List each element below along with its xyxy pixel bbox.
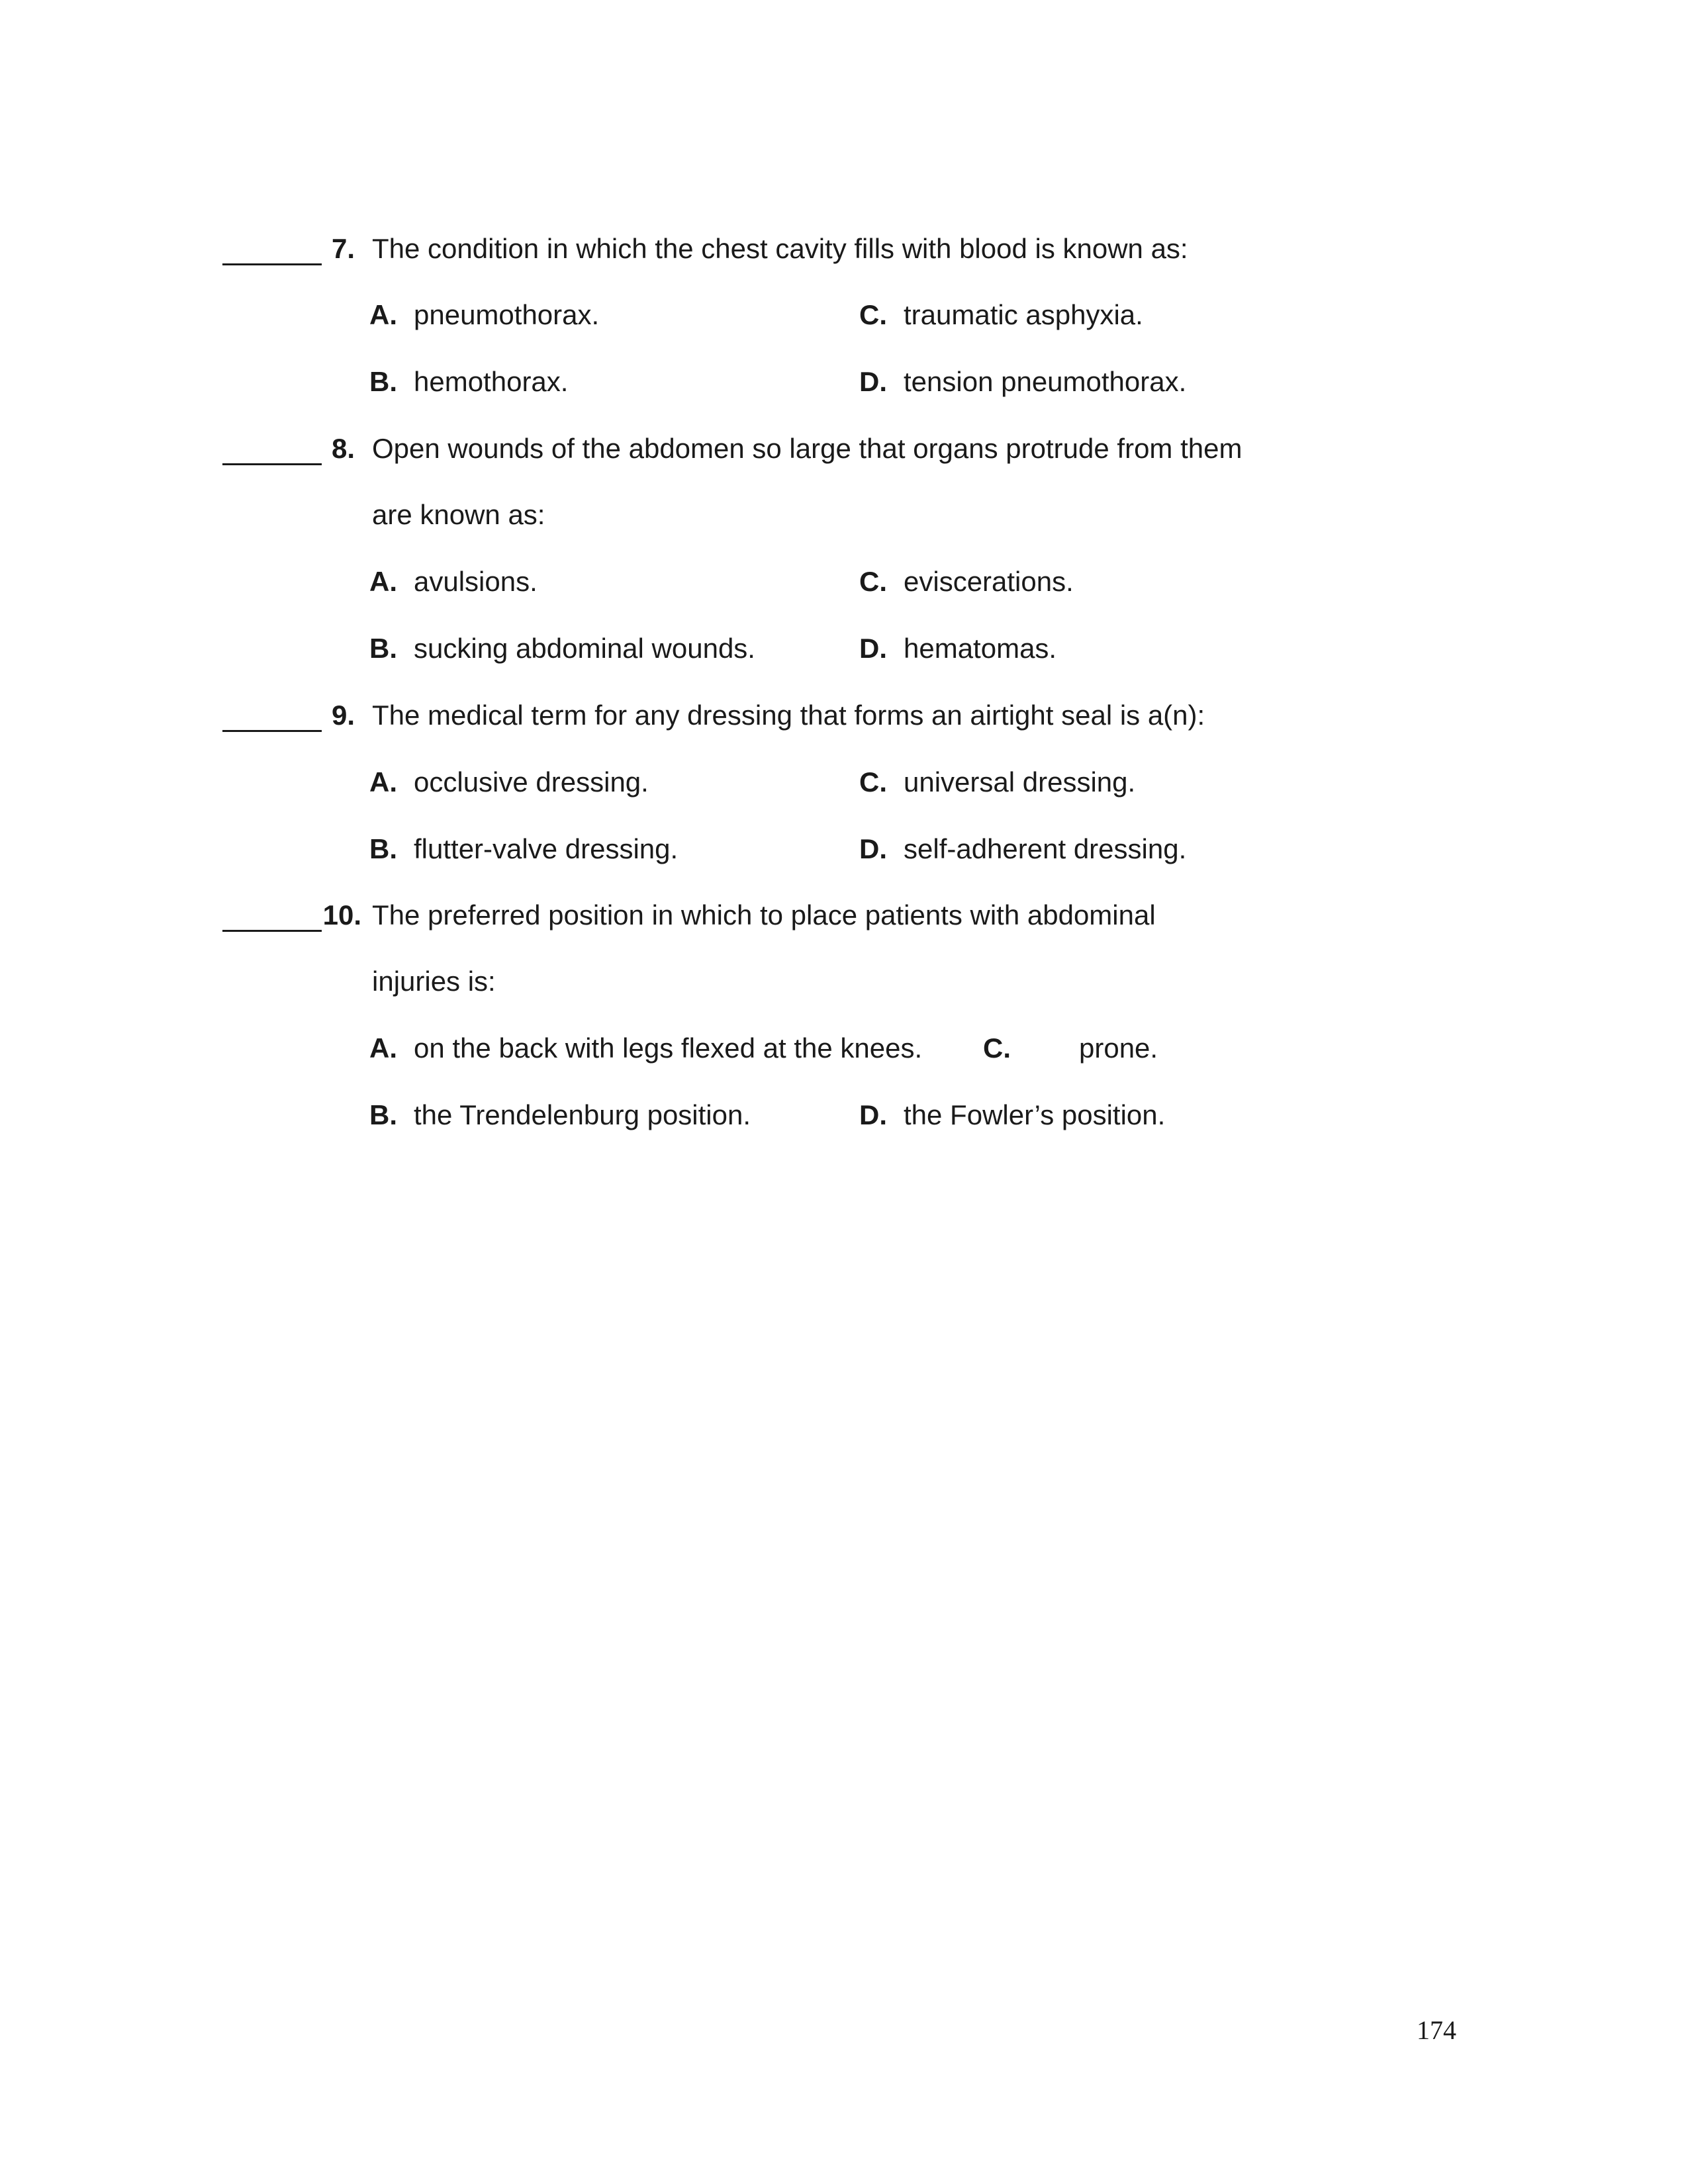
option-letter: C.	[859, 766, 887, 797]
question-number: 10.	[322, 899, 361, 931]
option-letter: C.	[859, 566, 887, 597]
page-number: 174	[1417, 2015, 1456, 2045]
option-text: universal dressing.	[904, 766, 1136, 797]
option-text: avulsions.	[414, 566, 538, 597]
option-letter: B.	[369, 833, 397, 864]
option-text: the Trendelenburg position.	[414, 1099, 751, 1130]
question-text-continued: injuries is:	[372, 966, 496, 997]
question-text: Open wounds of the abdomen so large that organs protrude from them	[372, 433, 1243, 464]
option-text: pneumothorax.	[414, 299, 600, 330]
option-text: tension pneumothorax.	[904, 366, 1187, 397]
option-letter: D.	[859, 833, 887, 864]
option-letter: C.	[983, 1032, 1011, 1064]
option-text: occlusive dressing.	[414, 766, 649, 797]
option-text: self-adherent dressing.	[904, 833, 1187, 864]
question-text: The medical term for any dressing that forms an airtight seal is a(n):	[372, 700, 1205, 731]
question-text: The condition in which the chest cavity fills with blood is known as:	[372, 233, 1188, 264]
question-number: 8.	[331, 433, 355, 464]
option-letter: A.	[369, 299, 397, 330]
option-text: hemothorax.	[414, 366, 569, 397]
option-letter: C.	[859, 299, 887, 330]
option-letter: A.	[369, 1032, 397, 1064]
option-text: traumatic asphyxia.	[904, 299, 1143, 330]
option-text: flutter-valve dressing.	[414, 833, 679, 864]
option-text: prone.	[1079, 1032, 1158, 1064]
option-letter: B.	[369, 1099, 397, 1130]
option-text: on the back with legs flexed at the knees.	[414, 1032, 923, 1064]
option-letter: D.	[859, 366, 887, 397]
option-letter: B.	[369, 366, 397, 397]
option-letter: A.	[369, 566, 397, 597]
question-text: The preferred position in which to place patients with abdominal	[372, 899, 1156, 931]
option-letter: D.	[859, 1099, 887, 1130]
option-text: the Fowler’s position.	[904, 1099, 1166, 1130]
option-letter: B.	[369, 633, 397, 664]
question-text-continued: are known as:	[372, 499, 545, 530]
option-letter: D.	[859, 633, 887, 664]
question-number: 9.	[331, 700, 355, 731]
option-text: hematomas.	[904, 633, 1057, 664]
option-letter: A.	[369, 766, 397, 797]
option-text: sucking abdominal wounds.	[414, 633, 755, 664]
option-text: eviscerations.	[904, 566, 1074, 597]
question-number: 7.	[331, 233, 355, 264]
